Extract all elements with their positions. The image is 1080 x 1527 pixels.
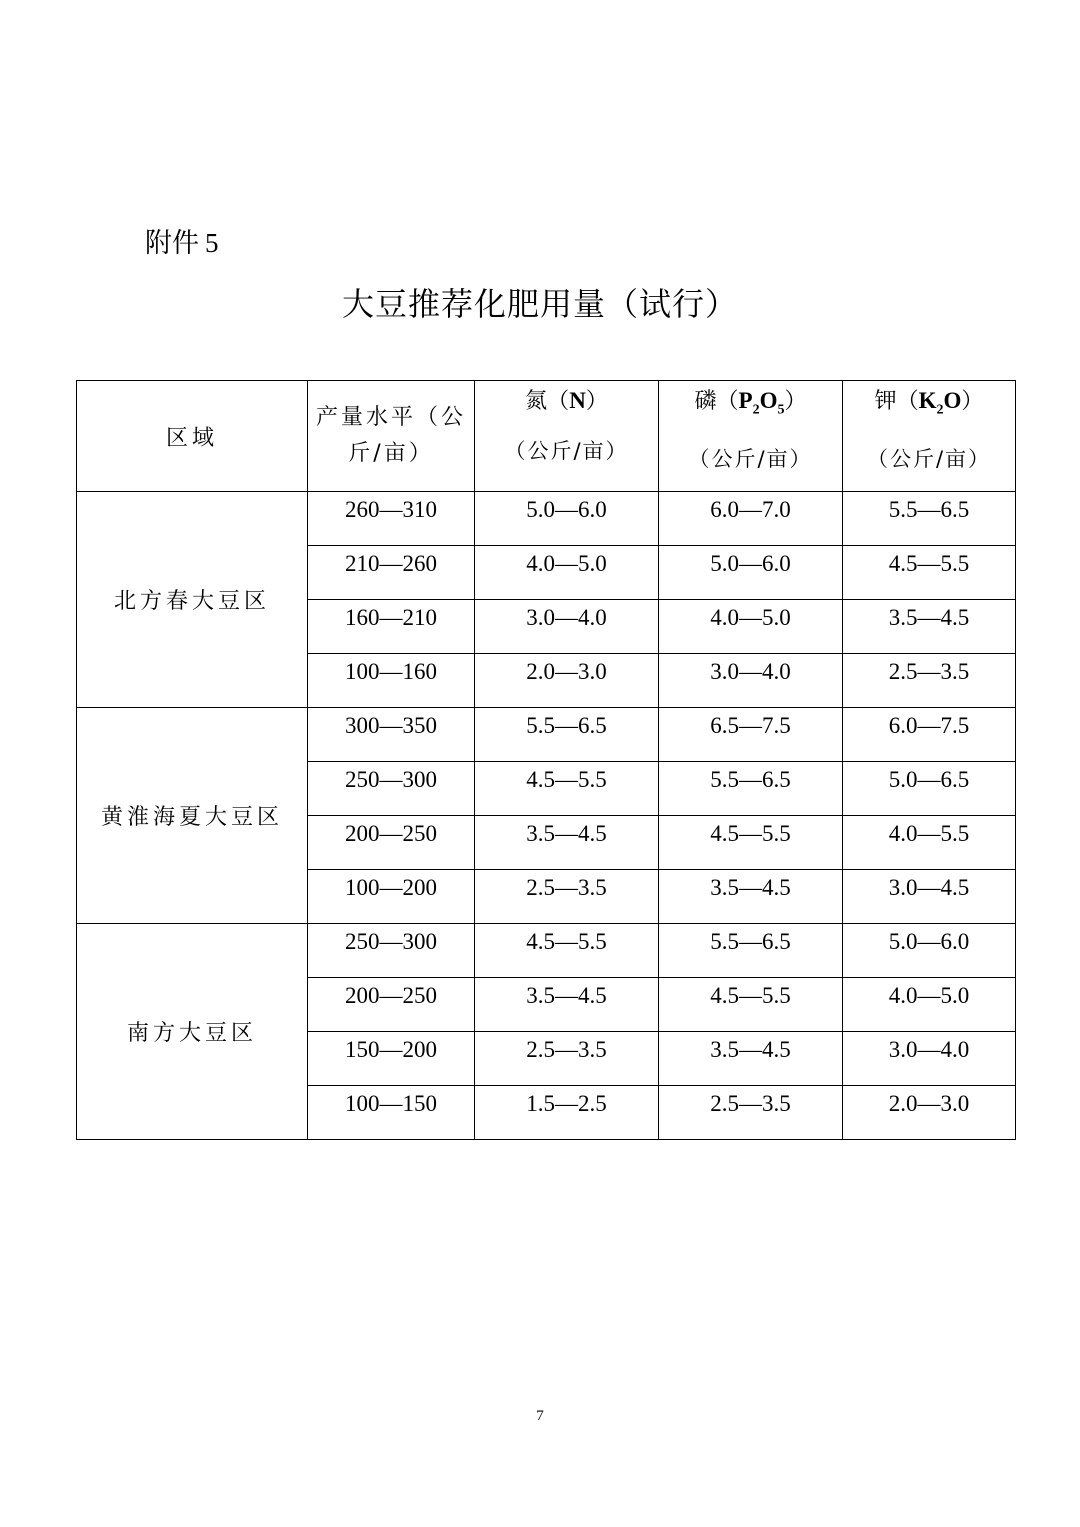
nitrogen-cell: 5.5—6.5 xyxy=(475,708,659,762)
potassium-formula-o: O xyxy=(943,388,962,413)
phosphorus-cell: 6.5—7.5 xyxy=(659,708,843,762)
nitrogen-cell: 3.0—4.0 xyxy=(475,600,659,654)
nitrogen-cell: 4.5—5.5 xyxy=(475,762,659,816)
header-potassium xyxy=(843,381,1016,492)
nitrogen-cell: 3.5—4.5 xyxy=(475,816,659,870)
potassium-cell: 3.0—4.5 xyxy=(843,870,1016,924)
nitrogen-name: 氮（ xyxy=(525,389,570,414)
phosphorus-cell: 5.0—6.0 xyxy=(659,546,843,600)
phosphorus-cell: 3.5—4.5 xyxy=(659,870,843,924)
potassium-name: 钾（ xyxy=(874,389,919,414)
potassium-cell: 2.5—3.5 xyxy=(843,654,1016,708)
yield-cell: 200—250 xyxy=(308,978,475,1032)
table-header-row xyxy=(77,381,1016,492)
annex-label xyxy=(145,226,219,261)
potassium-cell: 4.5—5.5 xyxy=(843,546,1016,600)
page-number: 7 xyxy=(536,1408,544,1424)
nitrogen-cell: 4.5—5.5 xyxy=(475,924,659,978)
phosphorus-close: ） xyxy=(784,389,807,414)
yield-cell: 260—310 xyxy=(308,492,475,546)
annex-number: 5 xyxy=(205,228,219,258)
region-cell: 北方春大豆区 xyxy=(77,492,308,708)
phosphorus-name: 磷（ xyxy=(694,389,739,414)
yield-cell: 100—200 xyxy=(308,870,475,924)
yield-cell: 200—250 xyxy=(308,816,475,870)
phosphorus-formula-p: P xyxy=(738,388,753,413)
phosphorus-sub-5: 5 xyxy=(777,402,785,418)
header-yield: 产量水平（公斤/亩） xyxy=(308,381,475,492)
fertilizer-table xyxy=(76,380,1016,1140)
phosphorus-cell: 4.5—5.5 xyxy=(659,816,843,870)
nitrogen-unit: （公斤/亩） xyxy=(504,439,629,463)
potassium-cell: 6.0—7.5 xyxy=(843,708,1016,762)
potassium-sub-2: 2 xyxy=(936,402,944,418)
nitrogen-cell: 1.5—2.5 xyxy=(475,1086,659,1140)
yield-cell: 250—300 xyxy=(308,924,475,978)
nitrogen-cell: 3.5—4.5 xyxy=(475,978,659,1032)
table-row xyxy=(77,492,1016,546)
yield-cell: 210—260 xyxy=(308,546,475,600)
header-nitrogen xyxy=(475,381,659,492)
yield-cell: 100—150 xyxy=(308,1086,475,1140)
nitrogen-cell: 5.0—6.0 xyxy=(475,492,659,546)
region-cell: 南方大豆区 xyxy=(77,924,308,1140)
phosphorus-unit: （公斤/亩） xyxy=(688,447,813,472)
phosphorus-cell: 4.0—5.0 xyxy=(659,600,843,654)
yield-cell: 150—200 xyxy=(308,1032,475,1086)
phosphorus-cell: 3.5—4.5 xyxy=(659,1032,843,1086)
yield-cell: 100—160 xyxy=(308,654,475,708)
region-cell: 黄淮海夏大豆区 xyxy=(77,708,308,924)
yield-cell: 300—350 xyxy=(308,708,475,762)
potassium-cell: 4.0—5.5 xyxy=(843,816,1016,870)
phosphorus-sub-2: 2 xyxy=(752,402,760,418)
nitrogen-cell: 2.5—3.5 xyxy=(475,1032,659,1086)
phosphorus-cell: 3.0—4.0 xyxy=(659,654,843,708)
phosphorus-label xyxy=(659,385,842,426)
phosphorus-cell: 5.5—6.5 xyxy=(659,762,843,816)
phosphorus-cell: 2.5—3.5 xyxy=(659,1086,843,1140)
phosphorus-cell: 4.5—5.5 xyxy=(659,978,843,1032)
nitrogen-cell: 4.0—5.0 xyxy=(475,546,659,600)
header-region: 区域 xyxy=(77,381,308,492)
potassium-cell: 5.0—6.0 xyxy=(843,924,1016,978)
nitrogen-cell: 2.5—3.5 xyxy=(475,870,659,924)
potassium-label xyxy=(843,385,1015,426)
potassium-formula-k: K xyxy=(918,388,937,413)
potassium-cell: 5.5—6.5 xyxy=(843,492,1016,546)
potassium-cell: 2.0—3.0 xyxy=(843,1086,1016,1140)
phosphorus-formula-o: O xyxy=(759,388,778,413)
annex-text: 附件 xyxy=(145,228,199,259)
nitrogen-formula: N xyxy=(569,388,586,413)
header-phosphorus xyxy=(659,381,843,492)
potassium-cell: 4.0—5.0 xyxy=(843,978,1016,1032)
potassium-unit: （公斤/亩） xyxy=(866,447,992,472)
table-row xyxy=(77,708,1016,762)
yield-cell: 250—300 xyxy=(308,762,475,816)
table-row xyxy=(77,924,1016,978)
phosphorus-cell: 6.0—7.0 xyxy=(659,492,843,546)
yield-cell: 160—210 xyxy=(308,600,475,654)
page-title: 大豆推荐化肥用量（试行） xyxy=(341,285,738,323)
potassium-cell: 3.5—4.5 xyxy=(843,600,1016,654)
potassium-cell: 3.0—4.0 xyxy=(843,1032,1016,1086)
potassium-cell: 5.0—6.5 xyxy=(843,762,1016,816)
phosphorus-cell: 5.5—6.5 xyxy=(659,924,843,978)
nitrogen-cell: 2.0—3.0 xyxy=(475,654,659,708)
potassium-close: ） xyxy=(961,389,984,414)
nitrogen-close: ） xyxy=(585,389,608,414)
nitrogen-label xyxy=(475,385,658,418)
